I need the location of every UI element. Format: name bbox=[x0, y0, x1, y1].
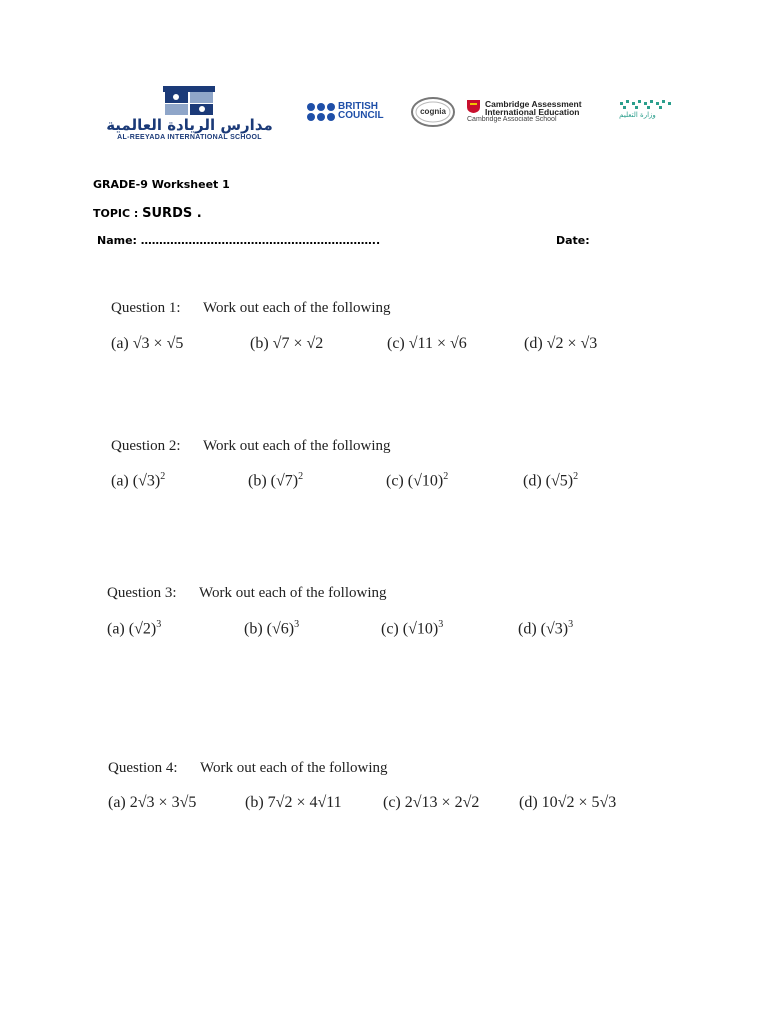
cambridge-logo bbox=[467, 99, 607, 125]
question-3-title: Question 3: Work out each of the following bbox=[107, 585, 387, 601]
school-shield-icon bbox=[163, 86, 215, 116]
question-4-part-a: (a) 2√3 × 3√5 bbox=[108, 794, 197, 811]
question-1-part-d: (d) √2 × √3 bbox=[524, 335, 598, 352]
worksheet-title: GRADE-9 Worksheet 1 bbox=[93, 178, 230, 191]
worksheet-topic bbox=[93, 206, 202, 221]
question-3-part-c: (c) $(√10)^3$ bbox=[381, 619, 444, 638]
question-2-part-c: (c) $(√10)^2$ bbox=[386, 471, 449, 490]
question-3-part-d: (d) $(√3)^3$ bbox=[518, 619, 574, 638]
cognia-logo bbox=[410, 97, 456, 127]
question-4-title: Question 4: Work out each of the following bbox=[108, 760, 388, 776]
question-1-part-a: (a) √3 × √5 bbox=[111, 335, 184, 352]
question-3-part-b: (b) $(√6)^3$ bbox=[244, 619, 300, 638]
question-2-part-d: (d) $(√5)^2$ bbox=[523, 471, 579, 490]
cambridge-line-2: International Education bbox=[485, 107, 580, 117]
topic-value: SURDS . bbox=[142, 206, 202, 221]
question-2-part-b: (b) $(√7)^2$ bbox=[248, 471, 304, 490]
question-4-part-d: (d) 10√2 × 5√3 bbox=[519, 794, 617, 811]
cambridge-line-3: Cambridge Associate School bbox=[467, 116, 557, 123]
cambridge-line-1: Cambridge Assessment bbox=[485, 99, 582, 109]
date-field: Date: bbox=[556, 234, 590, 247]
question-1-part-c: (c) √11 × √6 bbox=[387, 335, 467, 352]
cognia-text: cognia bbox=[420, 107, 446, 116]
question-4-part-c: (c) 2√13 × 2√2 bbox=[383, 794, 480, 811]
question-3-part-a: (a) $(√2)^3$ bbox=[107, 619, 162, 638]
question-2-part-a: (a) $(√3)^2$ bbox=[111, 471, 166, 490]
school-name-english: AL-REEYADA INTERNATIONAL SCHOOL bbox=[117, 134, 262, 141]
ministry-text: وزارة التعليم bbox=[619, 111, 656, 119]
school-logo bbox=[97, 86, 282, 141]
ministry-logo bbox=[600, 98, 675, 128]
british-council-dots-icon bbox=[307, 103, 335, 121]
british-council-text: BRITISH COUNCIL bbox=[338, 101, 384, 121]
question-4-part-b: (b) 7√2 × 4√11 bbox=[245, 794, 342, 811]
school-name-arabic: مدارس الريادة العالمية bbox=[106, 116, 273, 134]
question-2-title: Question 2: Work out each of the following bbox=[111, 438, 391, 454]
british-council-logo bbox=[307, 102, 407, 124]
topic-label: TOPIC : bbox=[93, 207, 143, 220]
cambridge-shield-icon bbox=[467, 100, 480, 113]
ministry-pattern-icon bbox=[620, 100, 675, 110]
name-field: Name: ……………………………………………………….. bbox=[97, 234, 381, 247]
question-1-title: Question 1: Work out each of the following bbox=[111, 300, 391, 316]
question-1-part-b: (b) √7 × √2 bbox=[250, 335, 324, 352]
